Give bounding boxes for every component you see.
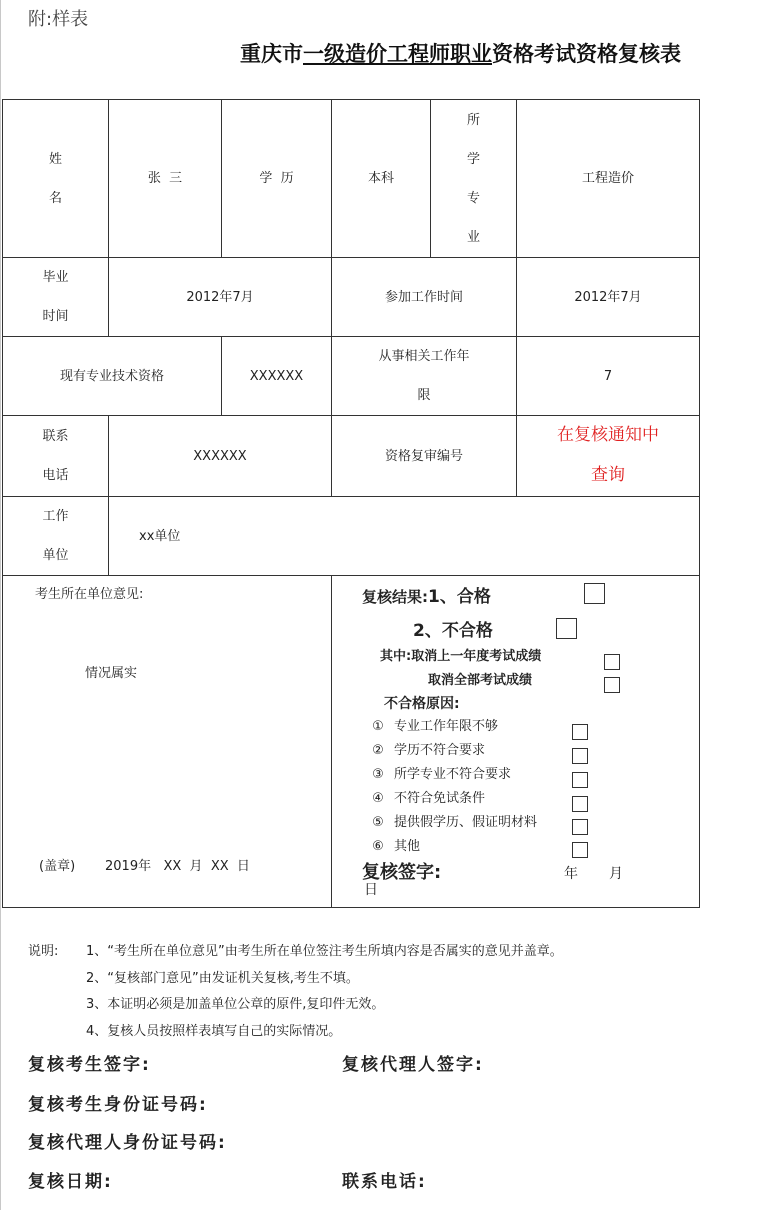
title-underlined: 一级造价工程师职业 [303,42,492,66]
review-no-label: 资格复审编号 [332,416,517,497]
unit-value: xx单位 [109,497,700,576]
work-start-label: 参加工作时间 [332,258,517,337]
title-part1: 重庆市 [240,42,303,66]
unit-label: 工作 单位 [3,497,109,576]
candidate-id-label: 复核考生身份证号码: [28,1095,208,1115]
edu-value: 本科 [332,100,431,258]
reason-item: ① 专业工作年限不够 [372,719,499,734]
row-graduation [3,258,700,337]
name-label: 姓 名 [3,100,109,258]
agent-sign-label: 复核代理人签字: [342,1055,484,1075]
qual-label: 现有专业技术资格 [3,337,222,416]
page-left-border [0,0,1,1210]
result-pass-line: 复核结果:1、合格 [362,587,491,607]
row-qualification [3,337,700,416]
sign-day: 日 [364,882,378,898]
review-date-label: 复核日期: [28,1172,113,1192]
major-label: 所 学 专 业 [431,100,517,258]
fail-checkbox[interactable] [556,616,577,655]
grad-value: 2012年7月 [109,258,332,337]
notes-label: 说明: [28,944,59,959]
edu-label: 学 历 [222,100,332,258]
sign-year: 年 [564,866,578,882]
notes-item-1: 说明: 1、“考生所在单位意见”由考生所在单位签注考生所填内容是否属实的意见并盖章。 [28,940,563,959]
review-form-table [2,99,700,908]
agent-id-label: 复核代理人身份证号码: [28,1133,227,1153]
opinion-text: 情况属实 [85,666,138,681]
row-work-unit [3,497,700,576]
reason-item: ⑥ 其他 [372,839,421,854]
fail-option-label: 2、不合格 [413,621,493,641]
pass-option-label: 1、合格 [428,587,491,607]
notes-item-2: 2、“复核部门意见”由发证机关复核,考生不填。 [86,971,359,986]
cancel-all-label: 取消全部考试成绩 [428,673,533,688]
review-result-cell [332,576,700,908]
review-no-value: 在复核通知中 查询 [517,416,700,497]
title-part2: 资格考试资格复核表 [492,42,681,66]
review-sign-label: 复核签字: [362,862,442,883]
sign-month: 月 [609,866,623,882]
cancel-last-label: 取消上一年度考试成绩 [411,649,542,664]
page-title [240,38,681,68]
cancel-all-checkbox[interactable] [604,670,620,709]
notes-item-3: 3、本证明必须是加盖单位公章的原件,复印件无效。 [86,997,385,1012]
reason-item: ② 学历不符合要求 [372,743,486,758]
phone-value: XXXXXX [109,416,332,497]
pass-checkbox[interactable] [584,581,605,620]
reasons-label: 不合格原因: [384,696,460,712]
qual-value: XXXXXX [222,337,332,416]
years-value: 7 [517,337,700,416]
phone-label: 联系 电话 [3,416,109,497]
years-label: 从事相关工作年 限 [332,337,517,416]
opinion-date: 2019年 XX 月 XX 日 [105,859,250,874]
candidate-sign-label: 复核考生签字: [28,1055,151,1075]
contact-phone-label: 联系电话: [342,1172,427,1192]
reason-item: ③ 所学专业不符合要求 [372,767,512,782]
reason-item: ④ 不符合免试条件 [372,791,486,806]
seal-text: (盖章) [39,859,76,874]
attachment-label: 附:样表 [28,9,89,30]
name-value: 张 三 [109,100,222,258]
cancel-last-line: 其中:取消上一年度考试成绩 [380,649,542,664]
row-contact [3,416,700,497]
row-opinion-result [3,576,700,908]
unit-opinion-cell [3,576,332,908]
work-start-value: 2012年7月 [517,258,700,337]
row-basic-info [3,100,700,258]
reason-item: ⑤ 提供假学历、假证明材料 [372,815,538,830]
opinion-label: 考生所在单位意见: [35,587,144,602]
major-value: 工程造价 [517,100,700,258]
notes-item-4: 4、复核人员按照样表填写自己的实际情况。 [86,1024,342,1039]
grad-label: 毕业 时间 [3,258,109,337]
